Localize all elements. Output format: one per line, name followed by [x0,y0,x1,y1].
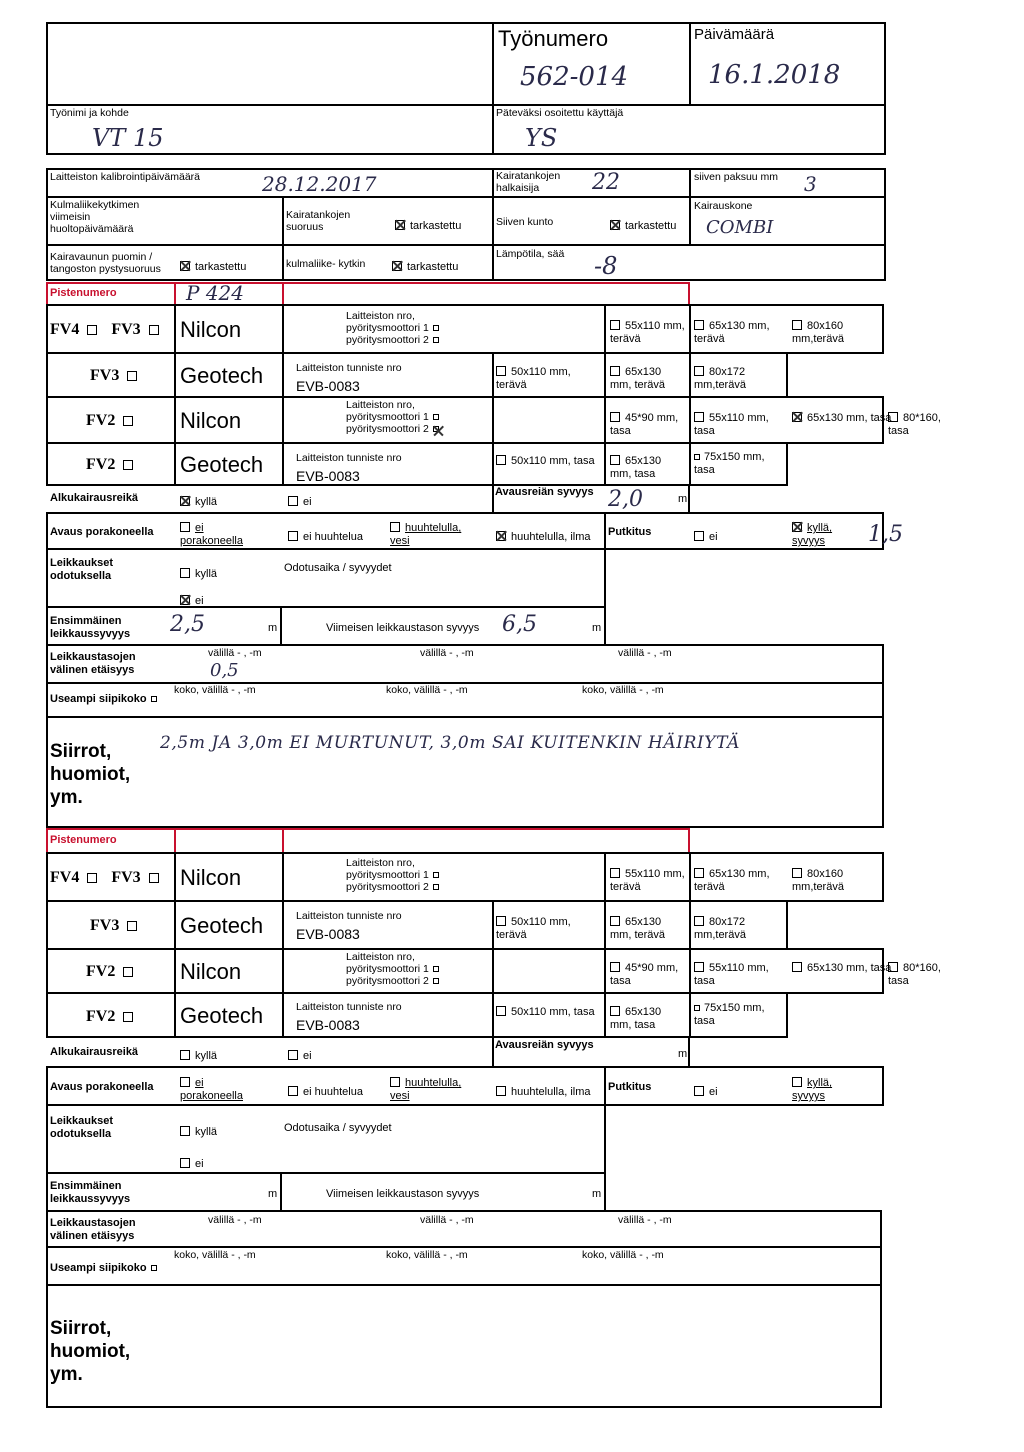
cal-date-value[interactable]: 28.12.2017 [262,172,377,196]
boom-check[interactable]: tarkastettu [180,261,246,274]
water-flush[interactable]: huuhtelulla, vesi [390,522,462,547]
casing-yes-2[interactable]: kyllä, syvyys [792,1077,833,1102]
job-name-value[interactable]: VT 15 [92,124,164,152]
checkbox-icon[interactable] [180,496,190,506]
cut-spacing-label: Leikkaustasojen välinen etäisyys [50,651,136,676]
last-cut-unit-2: m [592,1188,602,1200]
last-cut-value[interactable]: 6,5 [502,612,537,637]
opt-80x160-sharp[interactable]: 80x160 mm,terävä [792,320,844,345]
checkbox-icon[interactable] [390,1077,400,1087]
checkbox-icon[interactable] [888,412,898,422]
size-between-5: koko, välillä - , -m [386,1249,468,1261]
point-number-label: Pistenumero [50,287,117,299]
opt-80x160-sharp-b[interactable]: 80x160 mm,terävä [792,868,844,893]
device-nro: Laitteiston nro, pyöritysmoottori 1 pyöritysmoottori 2 [346,310,439,346]
fv2-label-2: FV2 [86,456,138,474]
size-between-3: koko, välillä - , -m [582,684,664,696]
checkbox-icon[interactable] [888,962,898,972]
first-cut-unit: m [268,622,278,634]
checkbox-icon[interactable] [792,962,802,972]
checkbox-icon[interactable] [496,916,506,926]
checkbox-icon[interactable] [433,978,439,984]
casing-no[interactable]: ei [694,531,718,544]
checkbox-icon[interactable] [149,873,159,883]
opt-55x110-sharp[interactable]: 55x110 mm, terävä [610,320,685,345]
checkbox-icon[interactable] [694,1005,700,1011]
drill-value[interactable]: COMBI [706,217,774,238]
no-flush-2[interactable]: ei huuhtelua [288,1086,363,1099]
size-between-2: koko, välillä - , -m [386,684,468,696]
checkbox-icon[interactable] [610,455,620,465]
opt-55x110-sharp-b[interactable]: 55x110 mm, terävä [610,868,685,893]
casing-label: Putkitus [608,526,652,538]
air-flush-2[interactable]: huuhtelulla, ilma [496,1086,591,1099]
casing-label-2: Putkitus [608,1081,652,1093]
opt-50x110-blunt-b[interactable]: 50x110 mm, tasa [496,1006,596,1019]
opt-65x130-sharp-2[interactable]: 65x130 mm, terävä [610,366,666,391]
no-drill-2[interactable]: ei porakoneella [180,1077,243,1102]
angle-coupling-label: kulmaliike- kytkin [286,258,366,270]
fv3-label: FV3 [90,367,142,385]
checkbox-icon[interactable] [180,1158,190,1168]
cuts-wait-yes-2[interactable]: kyllä [180,1126,217,1139]
checkbox-icon[interactable] [390,522,400,532]
opt-50x110-blunt[interactable]: 50x110 mm, tasa [496,455,596,468]
checkbox-icon[interactable] [180,1126,190,1136]
hole-depth-label: Avausreiän syvyys [495,486,594,498]
first-cut-label-2: Ensimmäinen leikkaussyvyys [50,1180,131,1205]
hole-depth-value[interactable]: 2,0 [608,487,643,512]
hole-depth-unit: m [678,493,688,505]
hole-depth-label-2: Avausreiän syvyys [495,1039,594,1051]
spacing-between-4: välillä - , -m [208,1214,262,1226]
remarks-label: Siirrot, huomiot, ym. [50,741,131,808]
brand-nilcon-2: Nilcon [180,408,242,433]
opt-45x90-blunt[interactable]: 45*90 mm, tasa [610,412,679,437]
job-name-label: Työnimi ja kohde [50,107,129,119]
checkbox-icon[interactable] [180,522,190,532]
checkbox-icon[interactable] [433,872,439,878]
opt-55x110-blunt[interactable]: 55x110 mm, tasa [694,412,769,437]
start-hole-yes[interactable]: kyllä [180,496,217,509]
water-flush-2[interactable]: huuhtelulla, vesi [390,1077,462,1102]
checkbox-icon[interactable] [180,261,190,271]
blade-thickness-label: siiven paksuu mm [694,171,779,183]
no-drill[interactable]: ei porakoneella [180,522,243,547]
checkbox-icon[interactable] [433,426,439,432]
opt-80x160-blunt[interactable]: 80*160, tasa [888,412,941,437]
opt-75x150-blunt[interactable]: 75x150 mm, tasa [694,451,765,476]
cuts-wait-no-2[interactable]: ei [180,1158,204,1171]
start-hole-no-2[interactable]: ei [288,1050,312,1063]
cuts-wait-yes[interactable]: kyllä [180,568,217,581]
opt-65x130-blunt[interactable]: 65x130 mm, tasa [792,412,892,425]
checkbox-icon[interactable] [496,455,506,465]
fv3-label-b: FV3 [90,917,142,935]
size-between-6: koko, välillä - , -m [582,1249,664,1261]
checkbox-icon[interactable] [87,873,97,883]
date-label: Päivämäärä [694,26,775,43]
checkbox-icon[interactable] [433,325,439,331]
checkbox-icon[interactable] [123,460,133,470]
fv2-label-c: FV2 [86,1008,138,1026]
blade-thickness-value[interactable]: 3 [804,172,817,196]
rod-width-value[interactable]: 22 [592,170,620,195]
job-number-value[interactable]: 562-014 [520,62,629,92]
checkbox-icon[interactable] [180,595,190,605]
checkbox-icon[interactable] [496,366,506,376]
blade-condition-label: Siiven kunto [496,216,554,228]
checkbox-icon[interactable] [180,1077,190,1087]
device-id-label-3: Laitteiston tunniste nro [296,910,402,922]
checkbox-icon[interactable] [180,568,190,578]
cuts-wait-label-2: Leikkaukset odotuksella [50,1115,113,1140]
checkbox-icon[interactable] [496,531,506,541]
device-id-value-2: EVB-0083 [296,468,360,484]
checkbox-icon[interactable] [610,220,620,230]
wait-depths-label-2: Odotusaika / syvyydet [284,1122,392,1134]
checkbox-icon[interactable] [610,962,620,972]
checkbox-icon[interactable] [433,414,439,420]
start-hole-label-2: Alkukairausreikä [50,1046,139,1058]
checkbox-icon[interactable] [127,371,137,381]
checkbox-icon[interactable] [610,916,620,926]
checkbox-icon[interactable] [288,531,298,541]
device-nro-4: Laitteiston nro, pyöritysmoottori 1 pyöritysmoottori 2 [346,951,439,987]
checkbox-icon[interactable] [792,320,802,330]
opt-80x160-blunt-b[interactable]: 80*160, tasa [888,962,941,987]
brand-geotech-2: Geotech [180,452,264,477]
first-cut-label: Ensimmäinen leikkaussyvyys [50,615,131,640]
size-between-1: koko, välillä - , -m [174,684,256,696]
checkbox-icon[interactable] [694,916,704,926]
cut-spacing-label-2: Leikkaustasojen välinen etäisyys [50,1217,136,1242]
opt-50x110-sharp-b[interactable]: 50x110 mm, terävä [496,916,571,941]
checkbox-icon[interactable] [288,1086,298,1096]
multi-blade-label-2: Useampi siipikoko [50,1262,157,1275]
checkbox-icon[interactable] [792,868,802,878]
point-number-label-2: Pistenumero [50,834,117,846]
no-flush[interactable]: ei huuhtelua [288,531,363,544]
opt-65x130-blunt-2[interactable]: 65x130 mm, tasa [610,455,662,480]
temp-value[interactable]: -8 [594,252,618,280]
casing-yes[interactable]: kyllä, syvyys [792,522,833,547]
device-id-label-4: Laitteiston tunniste nro [296,1001,402,1013]
cuts-wait-no[interactable]: ei [180,595,204,608]
fv4-fv3-label-2: FV4 FV3 [50,869,164,887]
checkbox-icon[interactable] [610,868,620,878]
point-number-value[interactable]: P 424 [186,281,244,305]
drill-label: Kairauskone [694,200,753,212]
air-flush[interactable]: huuhtelulla, ilma [496,531,591,544]
opening-drill-label-2: Avaus porakoneella [50,1081,154,1093]
checkbox-icon[interactable] [792,1077,802,1087]
first-cut-unit-2: m [268,1188,278,1200]
spacing-between-1: välillä - , -m [208,647,262,659]
checkbox-icon[interactable] [433,337,439,343]
opt-50x110-sharp[interactable]: 50x110 mm, terävä [496,366,571,391]
fv2-label: FV2 [86,412,138,430]
casing-depth-value[interactable]: 1,5 [868,522,903,547]
remarks-label-2: Siirrot, huomiot, ym. [50,1318,131,1385]
start-hole-label: Alkukairausreikä [50,492,139,504]
opt-65x130-blunt-b[interactable]: 65x130 mm, tasa [792,962,892,975]
device-id-label: Laitteiston tunniste nro [296,362,402,374]
opening-drill-label: Avaus porakoneella [50,526,154,538]
checkbox-icon[interactable] [694,868,704,878]
device-id-value-3: EVB-0083 [296,926,360,942]
fv2-label-b: FV2 [86,963,138,981]
wait-depths-label: Odotusaika / syvyydet [284,562,392,574]
checkbox-icon[interactable] [151,1265,157,1271]
remarks-value[interactable]: 2,5m JA 3,0m EI MURTUNUT, 3,0m SAI KUITENKIN HÄIRIYTÄ [160,733,740,753]
checkbox-icon[interactable] [694,412,704,422]
checkbox-icon[interactable] [395,220,405,230]
checkbox-icon[interactable] [127,921,137,931]
device-nro-2: Laitteiston nro, pyöritysmoottori 1 pyöritysmoottori 2 [346,399,439,435]
checkbox-icon[interactable] [288,1050,298,1060]
checkbox-icon[interactable] [694,1086,704,1096]
cal-date-label: Laitteiston kalibrointipäivämäärä [50,171,200,183]
checkbox-icon[interactable] [694,366,704,376]
rod-straightness-label: Kairatankojen suoruus [286,209,351,233]
checkbox-icon[interactable] [151,696,157,702]
checkbox-icon[interactable] [792,522,802,532]
brand-nilcon: Nilcon [180,317,242,342]
rod-width-label: Kairatankojen halkaisija [496,170,561,194]
checkbox-icon[interactable] [87,325,97,335]
checkbox-icon[interactable] [694,320,704,330]
checkbox-icon[interactable] [180,1050,190,1060]
user-value[interactable]: YS [525,124,558,152]
opt-65x130-blunt-c[interactable]: 65x130 mm, tasa [610,1006,662,1031]
size-between-4: koko, välillä - , -m [174,1249,256,1261]
checkbox-icon[interactable] [610,320,620,330]
checkbox-icon[interactable] [123,967,133,977]
cuts-wait-label: Leikkaukset odotuksella [50,557,113,582]
job-number-label: Työnumero [498,26,609,51]
casing-no-2[interactable]: ei [694,1086,718,1099]
spacing-between-6: välillä - , -m [618,1214,672,1226]
checkbox-icon[interactable] [149,325,159,335]
rod-straightness-check[interactable]: tarkastettu [395,220,461,233]
temp-label: Lämpötila, sää [496,248,565,260]
spacing-between-3: välillä - , -m [618,647,672,659]
opt-80x172-sharp-b[interactable]: 80x172 mm,terävä [694,916,746,941]
spacing-value[interactable]: 0,5 [210,660,239,681]
start-hole-yes-2[interactable]: kyllä [180,1050,217,1063]
angle-coupling-check[interactable]: tarkastettu [392,261,458,274]
checkbox-icon[interactable] [694,962,704,972]
last-cut-unit: m [592,622,602,634]
checkbox-icon[interactable] [288,496,298,506]
blade-condition-check[interactable]: tarkastettu [610,220,676,233]
brand-geotech: Geotech [180,363,264,388]
checkbox-icon[interactable] [433,884,439,890]
brand-nilcon-3: Nilcon [180,865,242,890]
fv4-fv3-label: FV4 FV3 [50,321,164,339]
spacing-between-5: välillä - , -m [420,1214,474,1226]
date-value[interactable]: 16.1.2018 [708,60,841,90]
checkbox-icon[interactable] [123,416,133,426]
checkbox-icon[interactable] [392,261,402,271]
opt-75x150-blunt-b[interactable]: 75x150 mm, tasa [694,1002,765,1027]
device-id-label-2: Laitteiston tunniste nro [296,452,402,464]
opt-80x172-sharp[interactable]: 80x172 mm,terävä [694,366,746,391]
checkbox-icon[interactable] [496,1006,506,1016]
angle-service-label: Kulmaliikekytkimen viimeisin huoltopäivämäärä [50,199,140,235]
hole-depth-unit-2: m [678,1048,688,1060]
user-label: Päteväksi osoitettu käyttäjä [496,107,624,119]
device-id-value-4: EVB-0083 [296,1017,360,1033]
boom-label: Kairavaunun puomin / tangoston pystysuoruus [50,251,161,275]
brand-geotech-3: Geotech [180,913,264,938]
opt-65x130-sharp-c[interactable]: 65x130 mm, terävä [610,916,666,941]
last-cut-label: Viimeisen leikkaustason syvyys [326,622,480,634]
opt-65x130-sharp[interactable]: 65x130 mm, terävä [694,320,770,345]
opt-45x90-blunt-b[interactable]: 45*90 mm, tasa [610,962,679,987]
checkbox-icon[interactable] [610,366,620,376]
checkbox-icon[interactable] [694,531,704,541]
spacing-between-2: välillä - , -m [420,647,474,659]
opt-65x130-sharp-b[interactable]: 65x130 mm, terävä [694,868,770,893]
first-cut-value[interactable]: 2,5 [170,612,205,637]
device-nro-3: Laitteiston nro, pyöritysmoottori 1 pyöritysmoottori 2 [346,857,439,893]
checkbox-icon[interactable] [694,454,700,460]
checkbox-icon[interactable] [433,966,439,972]
checkbox-icon[interactable] [610,1006,620,1016]
checkbox-icon[interactable] [792,412,802,422]
checkbox-icon[interactable] [123,1012,133,1022]
brand-nilcon-4: Nilcon [180,959,242,984]
multi-blade-label: Useampi siipikoko [50,693,157,706]
checkbox-icon[interactable] [610,412,620,422]
checkbox-icon[interactable] [496,1086,506,1096]
start-hole-no[interactable]: ei [288,496,312,509]
device-id-value: EVB-0083 [296,378,360,394]
opt-55x110-blunt-b[interactable]: 55x110 mm, tasa [694,962,769,987]
last-cut-label-2: Viimeisen leikkaustason syvyys [326,1188,480,1200]
brand-geotech-4: Geotech [180,1003,264,1028]
